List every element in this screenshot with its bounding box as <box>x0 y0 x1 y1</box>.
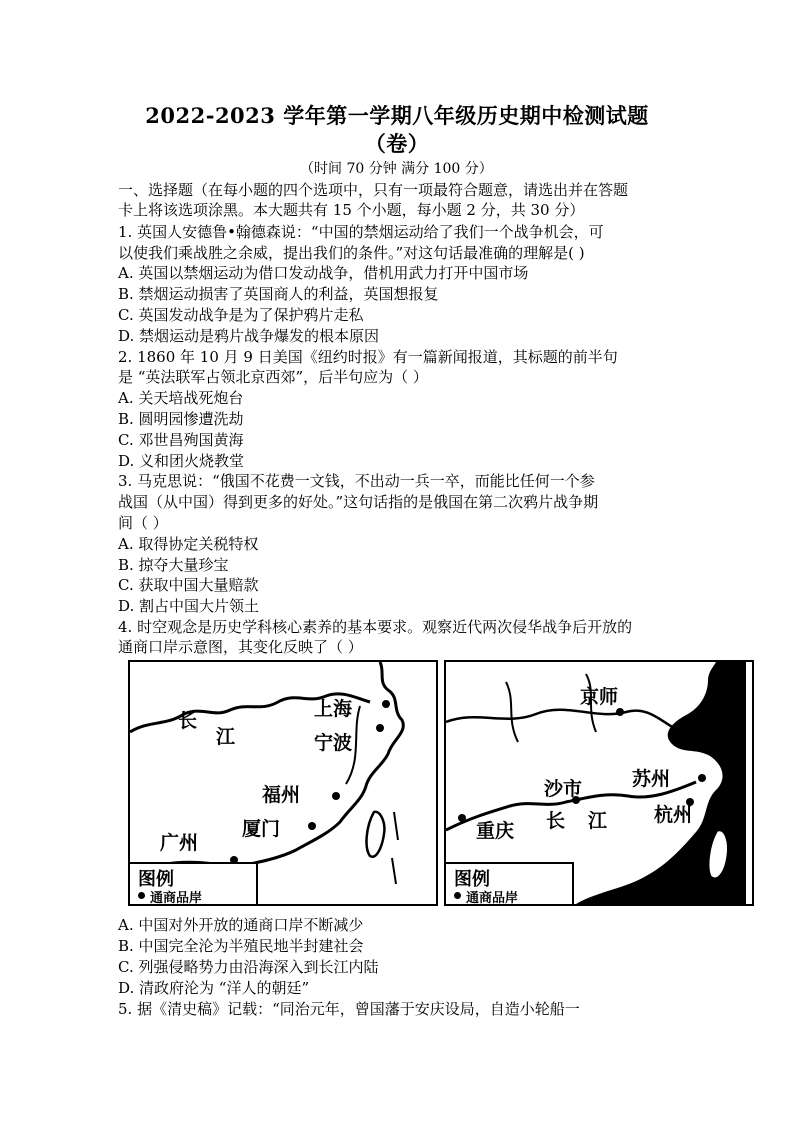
map-label: 江 <box>588 810 608 832</box>
port-dot <box>308 822 316 830</box>
question-1-option-d: D. 禁烟运动是鸦片战争爆发的根本原因 <box>118 327 380 345</box>
question-2-option-a: A. 关天培战死炮台 <box>118 389 244 407</box>
question-1-option-c: C. 英国发动战争是为了保护鸦片走私 <box>118 306 364 324</box>
question-2-stem: 是 “英法联军占领北京西郊”，后半句应为（ ） <box>118 368 428 386</box>
question-4-option-b: B. 中国完全沦为半殖民地半封建社会 <box>118 937 364 955</box>
question-3-stem: 战国（从中国）得到更多的好处。”这句话指的是俄国在第二次鸦片战争期 <box>118 493 599 511</box>
map-label: 江 <box>216 726 236 748</box>
section-heading-cont: 卡上将该选项涂黑。本大题共有 15 个小题，每小题 2 分，共 30 分） <box>118 201 585 219</box>
port-dot <box>616 708 624 716</box>
map-label: 长 <box>178 710 198 732</box>
question-3-stem: 间（ ） <box>118 514 168 532</box>
legend-item: 通商品岸 <box>150 891 203 906</box>
question-4-stem: 通商口岸示意图，其变化反映了（ ） <box>118 638 363 656</box>
map-label: 重庆 <box>476 820 515 842</box>
map-label: 福州 <box>262 784 301 806</box>
exam-time-note: （时间 70 分钟 满分 100 分） <box>300 161 493 177</box>
legend-dot-icon <box>454 892 461 899</box>
question-1-stem: 1. 英国人安德鲁•翰德森说：“中国的禁烟运动给了我们一个战争机会，可 <box>118 223 604 241</box>
question-4-stem: 4. 时空观念是历史学科核心素养的基本要求。观察近代两次侵华战争后开放的 <box>118 618 633 636</box>
map-label: 沙市 <box>544 778 583 800</box>
question-2-stem: 2. 1860 年 10 月 9 日美国《纽约时报》有一篇新闻报道，其标题的前半句 <box>118 348 618 366</box>
question-2-option-d: D. 义和团火烧教堂 <box>118 452 245 470</box>
question-3-stem: 3. 马克思说：“俄国不花费一文钱，不出动一兵一卒，而能比任何一个参 <box>118 472 595 490</box>
question-3-option-a: A. 取得协定关税特权 <box>118 535 259 553</box>
islands-1 <box>392 812 398 884</box>
legend-title: 图例 <box>138 869 174 890</box>
map-legend <box>446 862 574 904</box>
question-2-option-b: B. 圆明园惨遭洗劫 <box>118 410 244 428</box>
legend-dot-icon <box>138 892 145 899</box>
legend-item: 通商品岸 <box>466 891 519 906</box>
question-1-option-a: A. 英国以禁烟运动为借口发动战争，借机用武力打开中国市场 <box>118 264 529 282</box>
map-label: 上海 <box>314 698 353 720</box>
section-heading: 一、选择题（在每小题的四个选项中，只有一项最符合题意，请选出并在答题 <box>118 181 629 199</box>
question-3-option-b: B. 掠夺大量珍宝 <box>118 556 229 574</box>
map-label: 长 <box>546 810 566 832</box>
question-4-option-c: C. 列强侵略势力由沿海深入到长江内陆 <box>118 958 379 976</box>
exam-title: 2022-2023 学年第一学期八年级历史期中检测试题 <box>145 103 649 128</box>
map-label: 广州 <box>160 832 199 854</box>
question-4-option-d: D. 清政府沦为 “洋人的朝廷” <box>118 979 310 997</box>
question-3-option-c: C. 获取中国大量赔款 <box>118 576 259 594</box>
treaty-ports-map-2 <box>444 660 754 906</box>
question-2-option-c: C. 邓世昌殉国黄海 <box>118 431 244 449</box>
question-1-option-b: B. 禁烟运动损害了英国商人的利益，英国想报复 <box>118 285 439 303</box>
question-3-option-d: D. 割占中国大片领土 <box>118 597 260 615</box>
legend-title: 图例 <box>454 869 490 890</box>
exam-title-suffix: （卷） <box>364 131 430 156</box>
port-dot <box>382 700 390 708</box>
map-label: 京师 <box>580 686 619 708</box>
map-label: 宁波 <box>314 732 353 754</box>
port-dot <box>332 792 340 800</box>
question-4-option-a: A. 中国对外开放的通商口岸不断减少 <box>118 916 364 934</box>
question-5-stem: 5. 据《清史稿》记载：“同治元年，曾国藩于安庆设局，自造小轮船一 <box>118 1000 580 1018</box>
port-dot <box>376 724 384 732</box>
port-dot <box>698 774 706 782</box>
map-legend <box>130 862 258 904</box>
map-label: 厦门 <box>242 818 281 840</box>
question-1-stem: 以使我们乘战胜之余威，提出我们的条件。”对这句话最准确的理解是( ) <box>118 244 585 262</box>
treaty-ports-map-1 <box>128 660 438 906</box>
yellow-river-2 <box>446 710 674 728</box>
taiwan-island-1 <box>367 812 385 857</box>
map-label: 杭州 <box>654 804 693 826</box>
port-dot <box>458 814 466 822</box>
map-label: 苏州 <box>632 768 671 790</box>
